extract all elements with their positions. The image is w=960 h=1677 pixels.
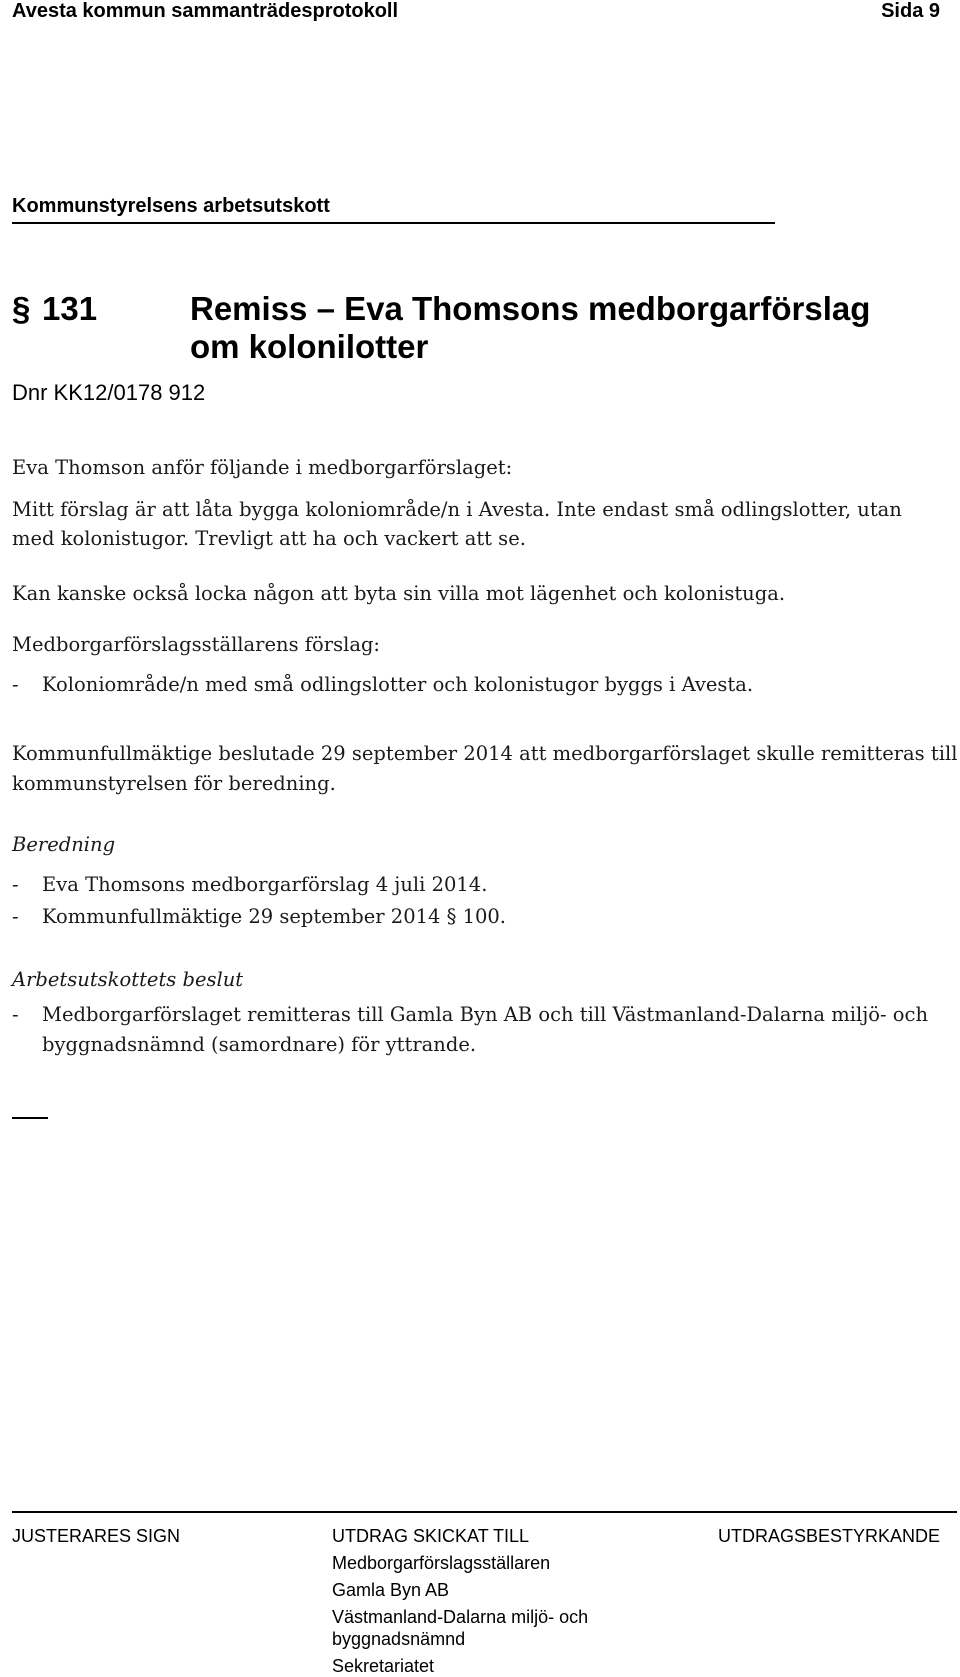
intro-text: Eva Thomson anför följande i medborgarförslaget:	[12, 456, 513, 479]
committee-name: Kommunstyrelsens arbetsutskott	[12, 195, 330, 217]
section-title-line2: om kolonilotter	[190, 328, 429, 365]
footer-recipient: Sekretariatet	[332, 1656, 435, 1676]
list-dash: -	[12, 1003, 19, 1026]
decision-item-text: Medborgarförslaget remitteras till Gamla Byn AB och till Västmanland-Dalarna miljö- och	[42, 1003, 929, 1026]
decision-heading: Arbetsutskottets beslut	[12, 968, 244, 991]
section-end-rule	[12, 1117, 48, 1119]
footer-recipient: byggnadsnämnd	[332, 1629, 466, 1649]
section-title-line1: Remiss – Eva Thomsons medborgarförslag	[190, 290, 871, 327]
paragraph-symbol: §	[12, 290, 31, 327]
proposer-item-text: Koloniområde/n med små odlingslotter och kolonistugor byggs i Avesta.	[42, 673, 754, 696]
footer-recipient: Gamla Byn AB	[332, 1580, 450, 1600]
decision-item-line1	[12, 1003, 928, 1026]
paragraph-number: 131	[42, 290, 98, 327]
council-text-line2: kommunstyrelsen för beredning.	[12, 772, 336, 795]
document-header-title: Avesta kommun sammanträdesprotokoll	[12, 0, 399, 22]
footer-sign-label: JUSTERARES SIGN	[12, 1526, 181, 1546]
list-dash: -	[12, 905, 19, 928]
preparation-item	[12, 905, 506, 928]
list-dash: -	[12, 873, 19, 896]
page-number: Sida 9	[881, 0, 940, 22]
preparation-item-text: Eva Thomsons medborgarförslag 4 juli 2014.	[42, 873, 488, 896]
committee-underline	[12, 222, 775, 224]
proposal-text-line3: Kan kanske också locka någon att byta sin villa mot lägenhet och kolonistuga.	[12, 582, 786, 605]
list-dash: -	[12, 673, 19, 696]
decision-item-line2: byggnadsnämnd (samordnare) för yttrande.	[42, 1033, 477, 1056]
case-number: Dnr KK12/0178 912	[12, 380, 206, 405]
footer-rule	[12, 1511, 957, 1513]
proposal-text-line1: Mitt förslag är att låta bygga koloniområde/n i Avesta. Inte endast små odlingslotter, utan	[12, 498, 902, 521]
footer-recipient: Västmanland-Dalarna miljö- och	[332, 1607, 589, 1627]
preparation-item-text: Kommunfullmäktige 29 september 2014 § 100.	[42, 905, 507, 928]
footer-recipient: Medborgarförslagsställaren	[332, 1553, 551, 1573]
footer-cert-label: UTDRAGSBESTYRKANDE	[717, 1526, 940, 1546]
proposal-text-line2: med kolonistugor. Trevligt att ha och vackert att se.	[12, 527, 526, 550]
footer-sent-label: UTDRAG SKICKAT TILL	[332, 1526, 530, 1546]
council-text-line1: Kommunfullmäktige beslutade 29 september 2014 att medborgarförslaget skulle remitteras till	[12, 742, 958, 765]
proposer-item	[12, 673, 753, 696]
proposer-label: Medborgarförslagsställarens förslag:	[12, 633, 380, 656]
preparation-heading: Beredning	[12, 833, 116, 856]
preparation-item	[12, 873, 487, 896]
